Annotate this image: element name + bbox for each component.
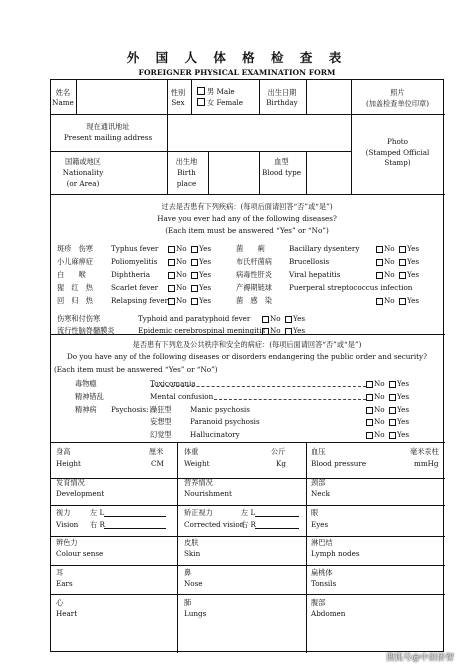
disease-right-cn: 布氏杆菌病 <box>236 257 272 266</box>
disease-left-yes-label: Yes <box>199 257 212 266</box>
disease-left-no-checkbox[interactable] <box>168 272 175 279</box>
disease-left-en: Poliomyelitis <box>111 257 158 266</box>
tonsils-label-cn: 扁桃体 <box>311 568 333 577</box>
disorder-0-no-label: No <box>374 379 385 388</box>
disorder-0-no-checkbox[interactable] <box>366 381 373 388</box>
disorder-1-no-label: No <box>374 392 385 401</box>
disease-left-cn: 小儿麻痹症 <box>57 257 93 266</box>
weight-unit-en: Kg <box>276 459 286 468</box>
lymph-label-en: Lymph nodes <box>311 549 360 558</box>
colour-sense-label-cn: 辨色力 <box>56 538 78 547</box>
confusion-cn: 精神错乱 <box>75 392 104 401</box>
height-unit-en: CM <box>151 459 164 468</box>
weight-label-en: Weight <box>184 459 210 468</box>
hallucinatory-cn: 幻觉型 <box>150 430 172 439</box>
diseases-question-note: (Each item must be answered “Yes” or “No”) <box>165 226 329 235</box>
disorder-2-yes-label: Yes <box>397 405 410 414</box>
weight-unit-cn: 公斤 <box>271 447 286 456</box>
abdomen-label-en: Abdomen <box>311 609 346 618</box>
psychosis-en: Psychosis: <box>111 405 149 414</box>
disease-right-cn: 菌 痢 <box>236 244 265 253</box>
disease-right-cn: 菌 感 染 <box>236 296 272 305</box>
disease-right-no-checkbox[interactable] <box>376 298 383 305</box>
disease-right-no-label: No <box>384 270 395 279</box>
form-subtitle: FOREIGNER PHYSICAL EXAMINATION FORM <box>138 68 336 77</box>
disease-left-cn: 猩 红 热 <box>57 283 93 292</box>
disorder-1-yes-checkbox[interactable] <box>389 394 396 401</box>
birthplace-label-en-1: Birth <box>177 168 196 177</box>
bp-label-cn: 血压 <box>311 447 326 456</box>
disease-left-no-label: No <box>176 283 187 292</box>
name-label-cn: 姓名 <box>55 88 71 97</box>
disease-left-en: Scarlet fever <box>111 283 159 292</box>
birthday-label-cn: 出生日期 <box>267 88 297 97</box>
disease-right-yes-label: Yes <box>407 270 420 279</box>
corrected-vision-label-en: Corrected vision <box>184 520 245 529</box>
hallucinatory-en: Hallucinatory <box>190 430 240 439</box>
heart-label-en: Heart <box>56 609 78 618</box>
neck-label-en: Neck <box>311 489 330 498</box>
disease-left-en: Diphtheria <box>111 270 151 279</box>
disorder-2-no-checkbox[interactable] <box>366 407 373 414</box>
disorder-4-no-checkbox[interactable] <box>366 432 373 439</box>
corrected-left-field[interactable] <box>255 516 299 517</box>
birthplace-label-cn: 出生地 <box>175 157 198 166</box>
disease-left-no-label: No <box>176 244 187 253</box>
watermark: 搜狐号@中创侨智 <box>386 653 455 663</box>
ears-label-cn: 耳 <box>56 568 64 577</box>
disease-left-cn: 白 喉 <box>57 270 86 279</box>
disease-right-en: Bacillary dysentery <box>289 244 360 253</box>
disease-extra-yes-label: Yes <box>293 326 306 335</box>
toxicomania-leader <box>151 386 366 387</box>
address-label-cn: 现在通讯地址 <box>86 122 130 131</box>
disease-extra-no-label: No <box>270 326 281 335</box>
disorder-4-yes-label: Yes <box>397 430 410 439</box>
manic-cn: 躁狂型 <box>150 405 172 414</box>
female-label: 女 Female <box>207 98 243 107</box>
disorder-3-no-label: No <box>374 417 385 426</box>
blood-type-label-en: Blood type <box>262 168 301 177</box>
neck-label-cn: 颈部 <box>311 478 326 487</box>
height-unit-cn: 厘米 <box>149 447 164 456</box>
disease-left-cn: 斑疹 伤寒 <box>57 244 93 253</box>
disorder-3-yes-label: Yes <box>397 417 410 426</box>
disease-left-yes-checkbox[interactable] <box>191 272 198 279</box>
disorders-question-en: Do you have any of the following diseases or disorders endangering the public order and security? <box>67 352 427 361</box>
disease-right-no-checkbox[interactable] <box>376 246 383 253</box>
disease-right-no-checkbox[interactable] <box>376 259 383 266</box>
vision-right-label: 右 R <box>90 520 105 529</box>
disease-left-yes-label: Yes <box>199 283 212 292</box>
confusion-leader <box>214 399 366 400</box>
female-option[interactable] <box>197 98 243 107</box>
manic-en: Manic psychosis <box>190 405 250 414</box>
psychosis-cn: 精神病 <box>75 405 97 414</box>
height-label-cn: 身高 <box>56 447 71 456</box>
disease-right-yes-label: Yes <box>407 296 420 305</box>
disease-extra-en: Epidemic cerebrospinal meningitis <box>138 326 266 335</box>
disease-extra-no-label: No <box>270 314 281 323</box>
photo-stamp-en-1: (Stamped Official <box>365 148 430 157</box>
nourishment-label-en: Nourishment <box>184 489 232 498</box>
nationality-label-en-1: Nationality <box>62 168 104 177</box>
skin-label-en: Skin <box>184 549 201 558</box>
disorder-2-no-label: No <box>374 405 385 414</box>
disease-right-en: Viral hepatitis <box>289 270 341 279</box>
disease-right-no-label: No <box>384 244 395 253</box>
disease-right-yes-label: Yes <box>407 257 420 266</box>
disease-left-yes-label: Yes <box>199 270 212 279</box>
disorder-0-yes-checkbox[interactable] <box>389 381 396 388</box>
address-label-en: Present mailing address <box>63 133 153 142</box>
lungs-label-en: Lungs <box>184 609 207 618</box>
disorder-1-no-checkbox[interactable] <box>366 394 373 401</box>
corrected-left-label: 左 L <box>241 508 256 517</box>
disease-extra-no-checkbox[interactable] <box>262 328 269 335</box>
corrected-right-field[interactable] <box>255 528 299 529</box>
disorder-0-yes-label: Yes <box>397 379 410 388</box>
sex-label-cn: 性别 <box>170 88 186 97</box>
disease-left-en: Relapsing fever <box>111 296 169 305</box>
development-label-en: Development <box>56 489 105 498</box>
disease-left-no-checkbox[interactable] <box>168 246 175 253</box>
disorder-4-no-label: No <box>374 430 385 439</box>
male-label: 男 Male <box>207 87 235 96</box>
photo-stamp-cn: (加盖检查单位印章) <box>365 99 430 108</box>
nationality-label-cn: 国籍或地区 <box>65 157 101 166</box>
disorders-question-note: (Each item must be answered “Yes” or “No”) <box>54 365 218 374</box>
disease-left-en: Typhus fever <box>111 244 159 253</box>
diseases-question-cn: 过去是否患有下列疾病：(每项后面请回答“否”或“是”) <box>161 202 333 211</box>
vision-right-field[interactable] <box>104 528 166 529</box>
disease-extra-yes-checkbox[interactable] <box>285 328 292 335</box>
disease-right-yes-checkbox[interactable] <box>399 259 406 266</box>
disease-extra-no-checkbox[interactable] <box>262 316 269 323</box>
disease-left-no-checkbox[interactable] <box>168 285 175 292</box>
height-label-en: Height <box>56 459 81 468</box>
disease-extra-yes-label: Yes <box>293 314 306 323</box>
disease-right-no-label: No <box>384 296 395 305</box>
bp-label-en: Blood pressure <box>311 459 367 468</box>
birthplace-label-en-2: place <box>176 179 197 188</box>
tonsils-label-en: Tonsils <box>311 579 337 588</box>
disease-right-yes-checkbox[interactable] <box>399 298 406 305</box>
confusion-en: Mental confusion <box>150 392 214 401</box>
form-title: 外 国 人 体 格 检 查 表 <box>126 50 348 65</box>
disease-left-yes-label: Yes <box>199 296 212 305</box>
corrected-vision-label-cn: 矫正视力 <box>184 508 213 517</box>
disorder-2-yes-checkbox[interactable] <box>389 407 396 414</box>
disease-left-no-label: No <box>176 257 187 266</box>
disease-right-yes-checkbox[interactable] <box>399 246 406 253</box>
disorder-3-no-checkbox[interactable] <box>366 419 373 426</box>
abdomen-label-cn: 腹部 <box>311 598 326 607</box>
disease-right-yes-label: Yes <box>407 244 420 253</box>
disease-right-cn: 产褥期链球 <box>236 283 272 292</box>
disease-right-en: Puerperal streptococcus infection <box>289 283 413 292</box>
vision-left-field[interactable] <box>104 516 166 517</box>
disease-left-yes-checkbox[interactable] <box>191 246 198 253</box>
disease-extra-yes-checkbox[interactable] <box>285 316 292 323</box>
disease-right-en: Brucellosis <box>289 257 330 266</box>
disease-extra-cn: 流行性脑脊髓膜炎 <box>57 326 115 335</box>
disease-left-no-checkbox[interactable] <box>168 298 175 305</box>
sex-label-en: Sex <box>171 98 185 107</box>
photo-label-cn: 照片 <box>390 88 405 97</box>
photo-stamp-en-2: Stamp) <box>384 158 411 167</box>
disorder-1-yes-label: Yes <box>397 392 410 401</box>
toxicomania-en: Toxicomania <box>150 379 196 388</box>
disease-right-no-checkbox[interactable] <box>376 272 383 279</box>
bp-unit-cn: 毫米汞柱 <box>410 447 439 456</box>
birthday-label-en: Birthday <box>266 98 298 107</box>
blood-type-label-cn: 血型 <box>274 157 289 166</box>
lymph-label-cn: 淋巴结 <box>311 538 333 547</box>
paranoid-cn: 妄想型 <box>150 417 172 426</box>
toxicomania-cn: 毒物瘾 <box>75 379 97 388</box>
eyes-label-cn: 眼 <box>311 508 319 517</box>
heart-label-cn: 心 <box>56 598 64 607</box>
lungs-label-cn: 肺 <box>184 598 192 607</box>
eyes-label-en: Eyes <box>311 520 329 529</box>
female-checkbox[interactable] <box>197 98 205 106</box>
vision-left-label: 左 L <box>90 508 105 517</box>
nose-label-en: Nose <box>184 579 203 588</box>
nationality-label-en-2: (or Area) <box>66 179 100 188</box>
colour-sense-label-en: Colour sense <box>56 549 104 558</box>
disease-left-cn: 回 归 热 <box>57 296 93 305</box>
disease-left-yes-checkbox[interactable] <box>191 259 198 266</box>
development-label-cn: 发育情况 <box>56 478 85 487</box>
paranoid-en: Paranoid psychosis <box>190 417 260 426</box>
disease-extra-en: Typhoid and paratyphoid fever <box>138 314 251 323</box>
ears-label-en: Ears <box>56 579 73 588</box>
bp-unit-en: mmHg <box>414 459 439 468</box>
disorders-question-cn: 是否患有下列危及公共秩序和安全的病症：(每项后面请回答“否”或“是”) <box>132 340 362 349</box>
disorder-4-yes-checkbox[interactable] <box>389 432 396 439</box>
disease-right-yes-checkbox[interactable] <box>399 272 406 279</box>
disease-left-no-label: No <box>176 270 187 279</box>
disease-extra-cn: 伤寒和付伤寒 <box>57 314 101 323</box>
male-option[interactable] <box>197 87 235 96</box>
disease-left-no-checkbox[interactable] <box>168 259 175 266</box>
vision-label-cn: 视力 <box>56 508 71 517</box>
diseases-question-en: Have you ever had any of the following diseases? <box>157 214 337 223</box>
skin-label-cn: 皮肤 <box>184 538 199 547</box>
weight-label-cn: 体重 <box>184 447 199 456</box>
name-label-en: Name <box>52 98 74 107</box>
corrected-right-label: 右 R <box>241 520 256 529</box>
disorder-3-yes-checkbox[interactable] <box>389 419 396 426</box>
disease-right-cn: 病毒性肝炎 <box>236 270 272 279</box>
vision-label-en: Vision <box>56 520 79 529</box>
disease-right-no-label: No <box>384 257 395 266</box>
disease-left-no-label: No <box>176 296 187 305</box>
disease-left-yes-checkbox[interactable] <box>191 298 198 305</box>
photo-label-en: Photo <box>386 137 408 146</box>
nourishment-label-cn: 营养情况 <box>184 478 213 487</box>
male-checkbox[interactable] <box>197 87 205 95</box>
disease-left-yes-label: Yes <box>199 244 212 253</box>
nose-label-cn: 鼻 <box>184 568 192 577</box>
disease-left-yes-checkbox[interactable] <box>191 285 198 292</box>
